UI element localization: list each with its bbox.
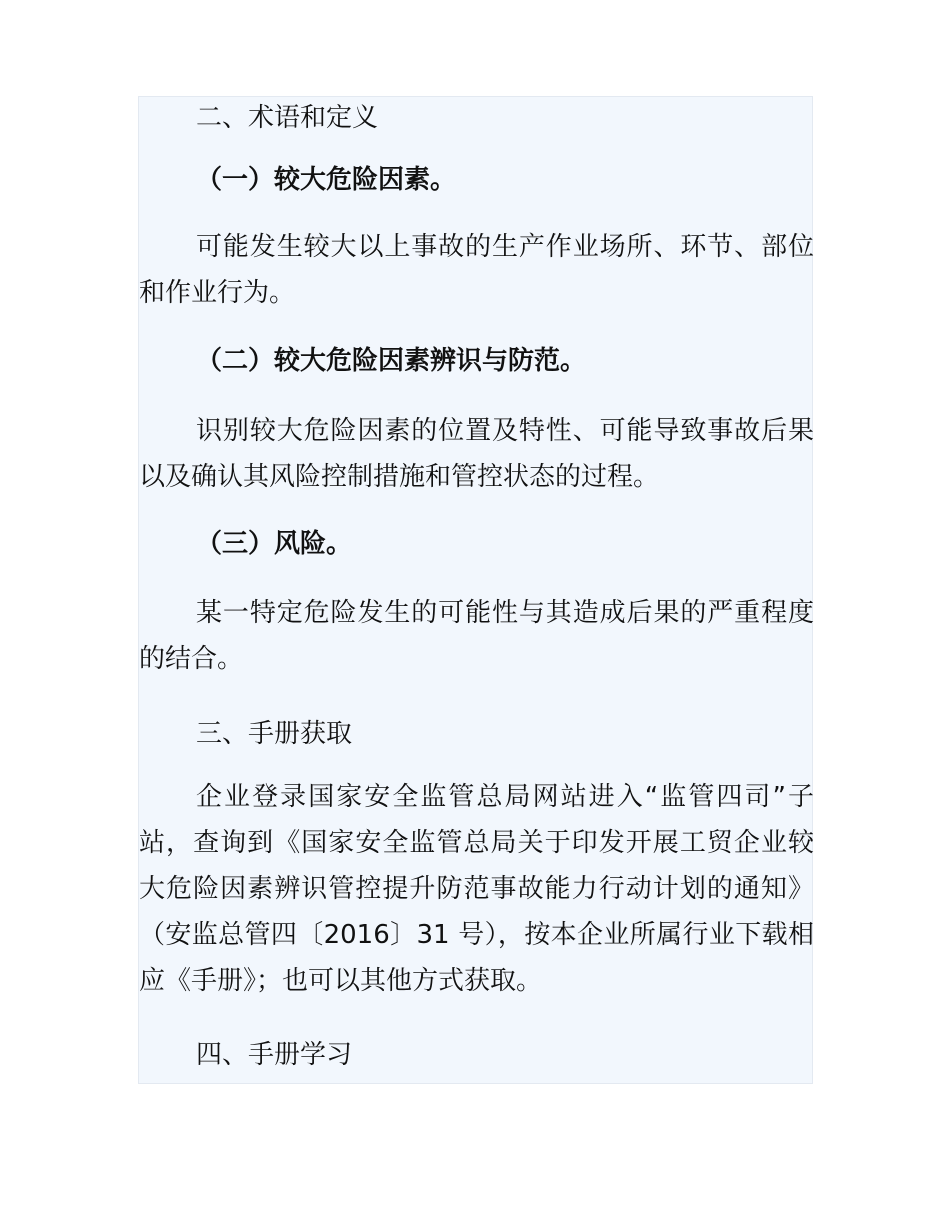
term-1-heading: （一）较大危险因素。 (196, 165, 457, 195)
term-3-body: 某一特定危险发生的可能性与其造成后果的严重程度的结合。 (139, 598, 814, 674)
term-2-heading: （二）较大危险因素辨识与防范。 (196, 346, 587, 376)
section-2-title: 二、术语和定义 (196, 103, 379, 133)
term-1-body: 可能发生较大以上事故的生产作业场所、环节、部位和作业行为。 (139, 232, 814, 308)
section-4-title: 四、手册学习 (196, 1040, 353, 1070)
term-2-body: 识别较大危险因素的位置及特性、可能导致事故后果以及确认其风险控制措施和管控状态的过程。 (139, 416, 814, 492)
term-3-heading: （三）风险。 (196, 529, 353, 559)
document-panel (138, 96, 813, 1084)
section-3-title: 三、手册获取 (196, 719, 353, 749)
section-3-body: 企业登录国家安全监管总局网站进入“监管四司”子站，查询到《国家安全监管总局关于印发开展工贸企业较大危险因素辨识管控提升防范事故能力行动计划的通知》（安监总管四〔2016〕31 号），按本企业所属行业下载相应《手册》；也可以其他方式获取。 (139, 782, 814, 996)
